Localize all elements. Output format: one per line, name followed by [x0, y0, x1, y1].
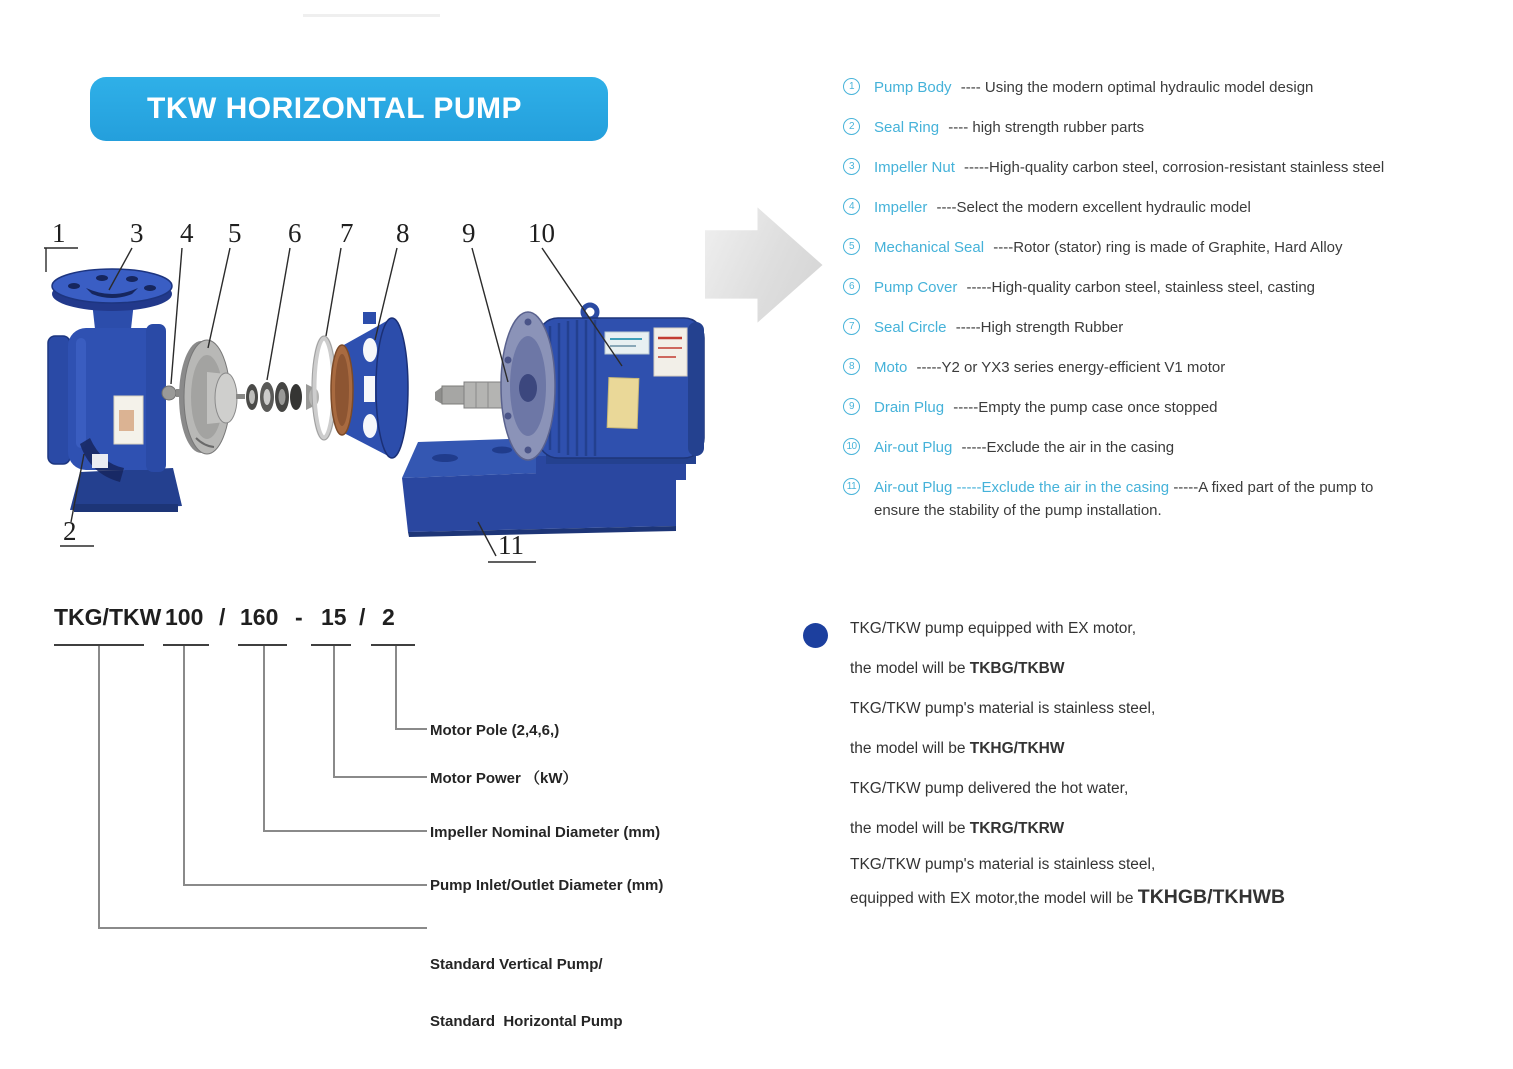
part-name: Seal Circle [874, 319, 947, 336]
model-label-impeller-diameter: Impeller Nominal Diameter (mm) [430, 824, 661, 841]
note-text: the model will be [850, 740, 970, 757]
model-token-slash: / [359, 604, 366, 630]
part-number-badge: 10 [843, 438, 860, 455]
part-name: Seal Ring [874, 119, 940, 136]
note-text: TKG/TKW pump's material is stainless steel, [850, 700, 1156, 717]
callout-number: 10 [528, 218, 555, 248]
model-token-power: 15 [321, 604, 347, 630]
note-text: the model will be [850, 660, 970, 677]
callout-number: 3 [130, 218, 144, 248]
part-list-item [843, 276, 1503, 299]
model-token-slash: / [219, 604, 226, 630]
part-list-item [843, 356, 1503, 379]
impeller-nut [162, 386, 182, 400]
part-number-badge: 2 [843, 118, 860, 135]
part-number-badge: 6 [843, 278, 860, 295]
note-model-code: TKHGB/TKHWB [1137, 886, 1286, 908]
part-desc: -----Empty the pump case once stopped [953, 399, 1218, 416]
note-line [850, 740, 1064, 758]
part-desc: ---- Using the modern optimal hydraulic model design [960, 79, 1314, 96]
part-list-item [843, 196, 1503, 219]
motor [501, 305, 704, 464]
note-line [850, 660, 1064, 678]
part-name: Impeller [874, 199, 928, 216]
part-name: Pump Cover [874, 279, 958, 296]
model-token-inlet: 100 [165, 604, 204, 630]
callout-number: 6 [288, 218, 302, 248]
model-token-dash: - [295, 604, 303, 630]
part-list-item [843, 116, 1503, 139]
part-number-badge: 5 [843, 238, 860, 255]
part-number-badge: 7 [843, 318, 860, 335]
connector-line [263, 830, 427, 832]
part-desc: -----A fixed part of the pump to [1173, 479, 1374, 496]
part-number-badge: 4 [843, 198, 860, 215]
model-token-series: TKG/TKW [54, 604, 162, 630]
part-desc: -----High-quality carbon steel, stainless steel, casting [966, 279, 1316, 296]
part-name: Air-out Plug [874, 439, 953, 456]
pump-cover [331, 312, 408, 458]
connector-line [183, 646, 185, 886]
part-desc-highlight: -----Exclude the air in the casing [956, 479, 1170, 496]
underline [311, 644, 351, 646]
model-label-pump-type [430, 917, 623, 1069]
part-list-item [843, 156, 1503, 179]
part-list-item [843, 316, 1503, 339]
part-desc: -----High strength Rubber [955, 319, 1124, 336]
part-number-badge: 1 [843, 78, 860, 95]
connector-line [98, 927, 427, 929]
note-text: TKG/TKW pump's material is stainless steel, [850, 856, 1156, 873]
note-text: the model will be [850, 820, 970, 837]
callout-number: 7 [340, 218, 354, 248]
part-number-badge: 11 [843, 478, 860, 495]
bullet-icon [803, 623, 828, 648]
part-desc: -----Y2 or YX3 series energy-efficient V1 motor [916, 359, 1226, 376]
model-label-pump-type-line1: Standard Vertical Pump/ [430, 956, 603, 973]
note-line [850, 620, 1136, 638]
part-list-item [843, 436, 1503, 459]
model-label-inlet-outlet-diameter: Pump Inlet/Outlet Diameter (mm) [430, 877, 664, 894]
part-desc: ---- high strength rubber parts [948, 119, 1145, 136]
part-list-item [843, 476, 1503, 522]
model-label-pump-type-line2: Standard Horizontal Pump [430, 1013, 623, 1030]
note-line [850, 820, 1064, 838]
callout-number: 8 [396, 218, 410, 248]
part-name: Pump Body [874, 79, 952, 96]
part-name: Drain Plug [874, 399, 945, 416]
part-number-badge: 8 [843, 358, 860, 375]
impeller [179, 340, 237, 454]
parts-list [843, 76, 1503, 539]
part-name: Impeller Nut [874, 159, 955, 176]
note-text: equipped with EX motor,the model will be [850, 890, 1138, 907]
pump-exploded-diagram [30, 210, 790, 570]
pump-body [48, 269, 182, 512]
mechanical-seal-parts [236, 382, 319, 412]
part-name: Air-out Plug [874, 479, 953, 496]
note-model-code: TKHG/TKHW [969, 740, 1065, 757]
title-banner [90, 77, 608, 141]
model-label-motor-power: Motor Power （kW） [430, 770, 578, 787]
callout-number: 5 [228, 218, 242, 248]
part-list-item [843, 396, 1503, 419]
callout-number: 11 [498, 530, 524, 560]
part-number-badge: 9 [843, 398, 860, 415]
connector-line [333, 646, 335, 778]
connector-line [333, 776, 427, 778]
underline [163, 644, 209, 646]
note-line [850, 780, 1128, 798]
note-line [850, 700, 1155, 718]
callout-number: 1 [52, 218, 66, 248]
callout-number: 4 [180, 218, 194, 248]
connector-line [395, 728, 427, 730]
note-text: TKG/TKW pump equipped with EX motor, [850, 620, 1137, 637]
callout-number: 2 [63, 516, 77, 546]
note-text: TKG/TKW pump delivered the hot water, [850, 780, 1129, 797]
part-list-item [843, 236, 1503, 259]
page-title: TKW HORIZONTAL PUMP [147, 92, 523, 125]
note-model-code: TKRG/TKRW [969, 820, 1065, 837]
note-model-code: TKBG/TKBW [969, 660, 1065, 677]
part-name: Mechanical Seal [874, 239, 985, 256]
note-line [850, 856, 1155, 874]
note-line [850, 886, 1285, 909]
part-number-badge: 3 [843, 158, 860, 175]
connector-line [395, 646, 397, 730]
underline [371, 644, 415, 646]
part-desc: -----Exclude the air in the casing [961, 439, 1175, 456]
part-desc: ----Select the modern excellent hydraulic model [936, 199, 1251, 216]
model-label-motor-pole: Motor Pole (2,4,6,) [430, 722, 560, 739]
part-desc: ----Rotor (stator) ring is made of Graphite, Hard Alloy [993, 239, 1343, 256]
connector-line [98, 646, 100, 929]
part-list-item [843, 76, 1503, 99]
model-token-impeller: 160 [240, 604, 279, 630]
callout-number: 9 [462, 218, 476, 248]
connector-line [183, 884, 427, 886]
part-desc: -----High-quality carbon steel, corrosion-resistant stainless steel [964, 159, 1385, 176]
part-desc-line2: ensure the stability of the pump installation. [874, 502, 1162, 519]
model-token-pole: 2 [382, 604, 395, 630]
part-name: Moto [874, 359, 908, 376]
scan-artifact-bar [303, 14, 440, 17]
connector-line [263, 646, 265, 832]
